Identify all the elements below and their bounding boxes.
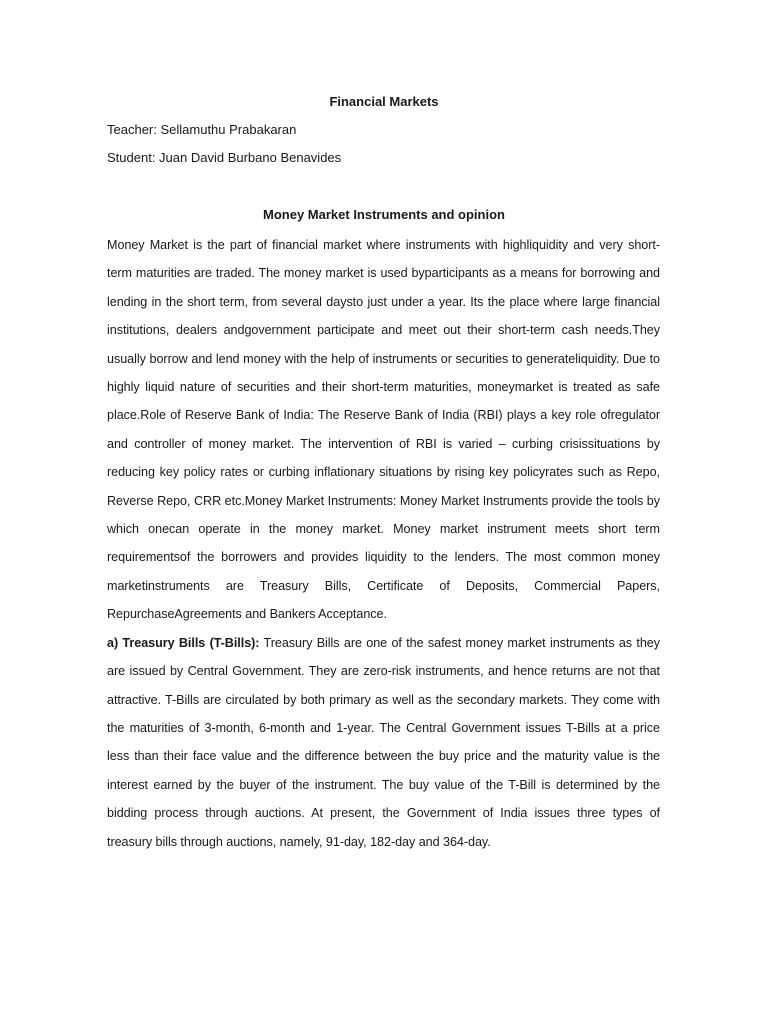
tbills-heading: a) Treasury Bills (T-Bills): [107, 635, 260, 650]
intro-paragraph: Money Market is the part of financial market where instruments with highliquidity and very short-term maturities are traded. The money market is used byparticipants as a means for borrowing and lending in the short term, from several daysto just under a year. Its the place where large financial institutions, dealers andgovernment participate and meet out their short-term cash needs.They usually borrow and lend money with the help of instruments or securities to generateliquidity. Due to highly liquid nature of securities and their short-term maturities, moneymarket is treated as safe place.Role of Reserve Bank of India: The Reserve Bank of India (RBI) plays a key role ofregulator and controller of money market. The intervention of RBI is varied – curbing crisissituations by reducing key policy rates or curbing inflationary situations by rising key policyrates such as Repo, Reverse Repo, CRR etc.Money Market Instruments: Money Market Instruments provide the tools by which onecan operate in the money market. Money market instrument meets short term requirementsof the borrowers and provides liquidity to the lenders. The most common money marketinstruments are Treasury Bills, Certificate of Deposits, Commercial Papers, RepurchaseAgreements and Bankers Acceptance. [107, 238, 660, 622]
tbills-text: Treasury Bills are one of the safest money market instruments as they are issued by Central Government. They are zero-risk instruments, and hence returns are not that attractive. T-Bills are circulated by both primary as well as the secondary markets. They come with the maturities of 3-month, 6-month and 1-year. The Central Government issues T-Bills at a price less than their face value and the difference between the buy price and the maturity value is the interest earned by the buyer of the instrument. The buy value of the T-Bill is determined by the bidding process through auctions. At present, the Government of India issues three types of treasury bills through auctions, namely, 91-day, 182-day and 364-day. [107, 635, 660, 849]
document-body [107, 231, 660, 856]
student-line: Student: Juan David Burbano Benavides [107, 150, 342, 165]
document-title: Financial Markets [329, 94, 439, 109]
section-title: Money Market Instruments and opinion [263, 207, 505, 222]
teacher-line: Teacher: Sellamuthu Prabakaran [107, 122, 297, 137]
tbills-paragraph [107, 629, 660, 856]
